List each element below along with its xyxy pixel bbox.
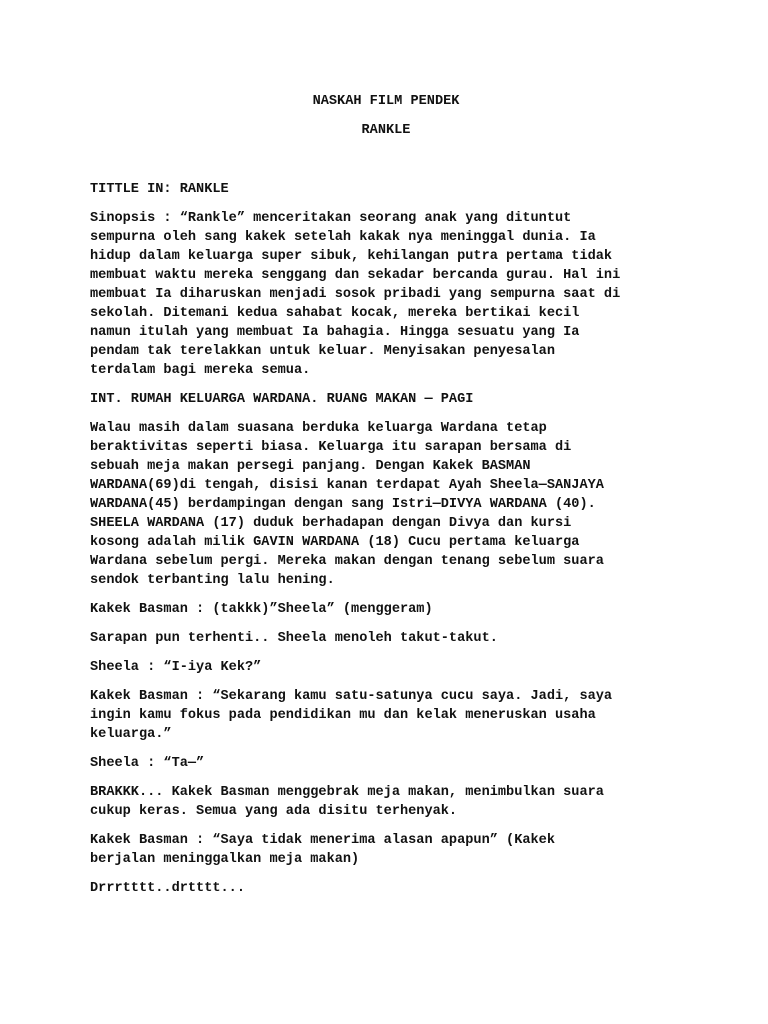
script-paragraph — [90, 783, 690, 821]
script-paragraph — [90, 390, 690, 409]
script-line: Wardana sebelum pergi. Mereka makan dengan tenang sebelum suara — [90, 554, 604, 569]
script-paragraph — [90, 879, 690, 898]
script-line: Drrrtttt..drtttt... — [90, 881, 245, 896]
script-line: BRAKKK... Kakek Basman menggebrak meja makan, menimbulkan suara — [90, 785, 604, 800]
script-line: WARDANA(45) berdampingan dengan sang Istri—DIVYA WARDANA (40). — [90, 497, 596, 512]
script-line: sendok terbanting lalu hening. — [90, 573, 335, 588]
script-paragraph — [90, 419, 690, 590]
script-paragraph — [90, 754, 690, 773]
script-line: Sheela : “I-iya Kek?” — [90, 660, 262, 675]
script-line: WARDANA(69)di tengah, disisi kanan terdapat Ayah Sheela—SANJAYA — [90, 478, 604, 493]
script-line: membuat Ia diharuskan menjadi sosok pribadi yang sempurna saat di — [90, 287, 621, 302]
document-subtitle: RANKLE — [361, 123, 411, 138]
script-paragraph — [90, 180, 690, 199]
script-line: Sheela : “Ta—” — [90, 756, 205, 771]
script-line: INT. RUMAH KELUARGA WARDANA. RUANG MAKAN — PAGI — [90, 392, 474, 407]
script-paragraph — [90, 629, 690, 648]
document-title: NASKAH FILM PENDEK — [312, 94, 460, 109]
script-line: keluarga.” — [90, 727, 172, 742]
script-line: kosong adalah milik GAVIN WARDANA (18) Cucu pertama keluarga — [90, 535, 580, 550]
script-paragraph — [90, 687, 690, 744]
script-line: berjalan meninggalkan meja makan) — [90, 852, 360, 867]
script-line: membuat waktu mereka senggang dan sekadar bercanda gurau. Hal ini — [90, 268, 621, 283]
script-line: sekolah. Ditemani kedua sahabat kocak, mereka bertikai kecil — [90, 306, 580, 321]
script-line: Kakek Basman : “Sekarang kamu satu-satunya cucu saya. Jadi, saya — [90, 689, 613, 704]
script-line: pendam tak terelakkan untuk keluar. Menyisakan penyesalan — [90, 344, 555, 359]
script-line: sempurna oleh sang kakek setelah kakak nya meninggal dunia. Ia — [90, 230, 596, 245]
script-line: Kakek Basman : (takkk)”Sheela” (menggeram) — [90, 602, 433, 617]
script-line: ingin kamu fokus pada pendidikan mu dan kelak meneruskan usaha — [90, 708, 596, 723]
script-line: beraktivitas seperti biasa. Keluarga itu sarapan bersama di — [90, 440, 572, 455]
script-line: cukup keras. Semua yang ada disitu terhenyak. — [90, 804, 458, 819]
script-paragraph — [90, 831, 690, 869]
script-line: Sarapan pun terhenti.. Sheela menoleh takut-takut. — [90, 631, 498, 646]
script-line: hidup dalam keluarga super sibuk, kehilangan putra pertama tidak — [90, 249, 613, 264]
script-line: Sinopsis : “Rankle” menceritakan seorang anak yang dituntut — [90, 211, 572, 226]
script-line: sebuah meja makan persegi panjang. Dengan Kakek BASMAN — [90, 459, 531, 474]
script-line: namun itulah yang membuat Ia bahagia. Hingga sesuatu yang Ia — [90, 325, 580, 340]
script-line: terdalam bagi mereka semua. — [90, 363, 311, 378]
script-paragraph — [90, 209, 690, 380]
script-line: TITTLE IN: RANKLE — [90, 182, 229, 197]
script-paragraph — [90, 600, 690, 619]
script-paragraph — [90, 658, 690, 677]
script-line: Kakek Basman : “Saya tidak menerima alasan apapun” (Kakek — [90, 833, 555, 848]
script-line: Walau masih dalam suasana berduka keluarga Wardana tetap — [90, 421, 547, 436]
script-body — [90, 180, 690, 908]
script-line: SHEELA WARDANA (17) duduk berhadapan dengan Divya dan kursi — [90, 516, 572, 531]
